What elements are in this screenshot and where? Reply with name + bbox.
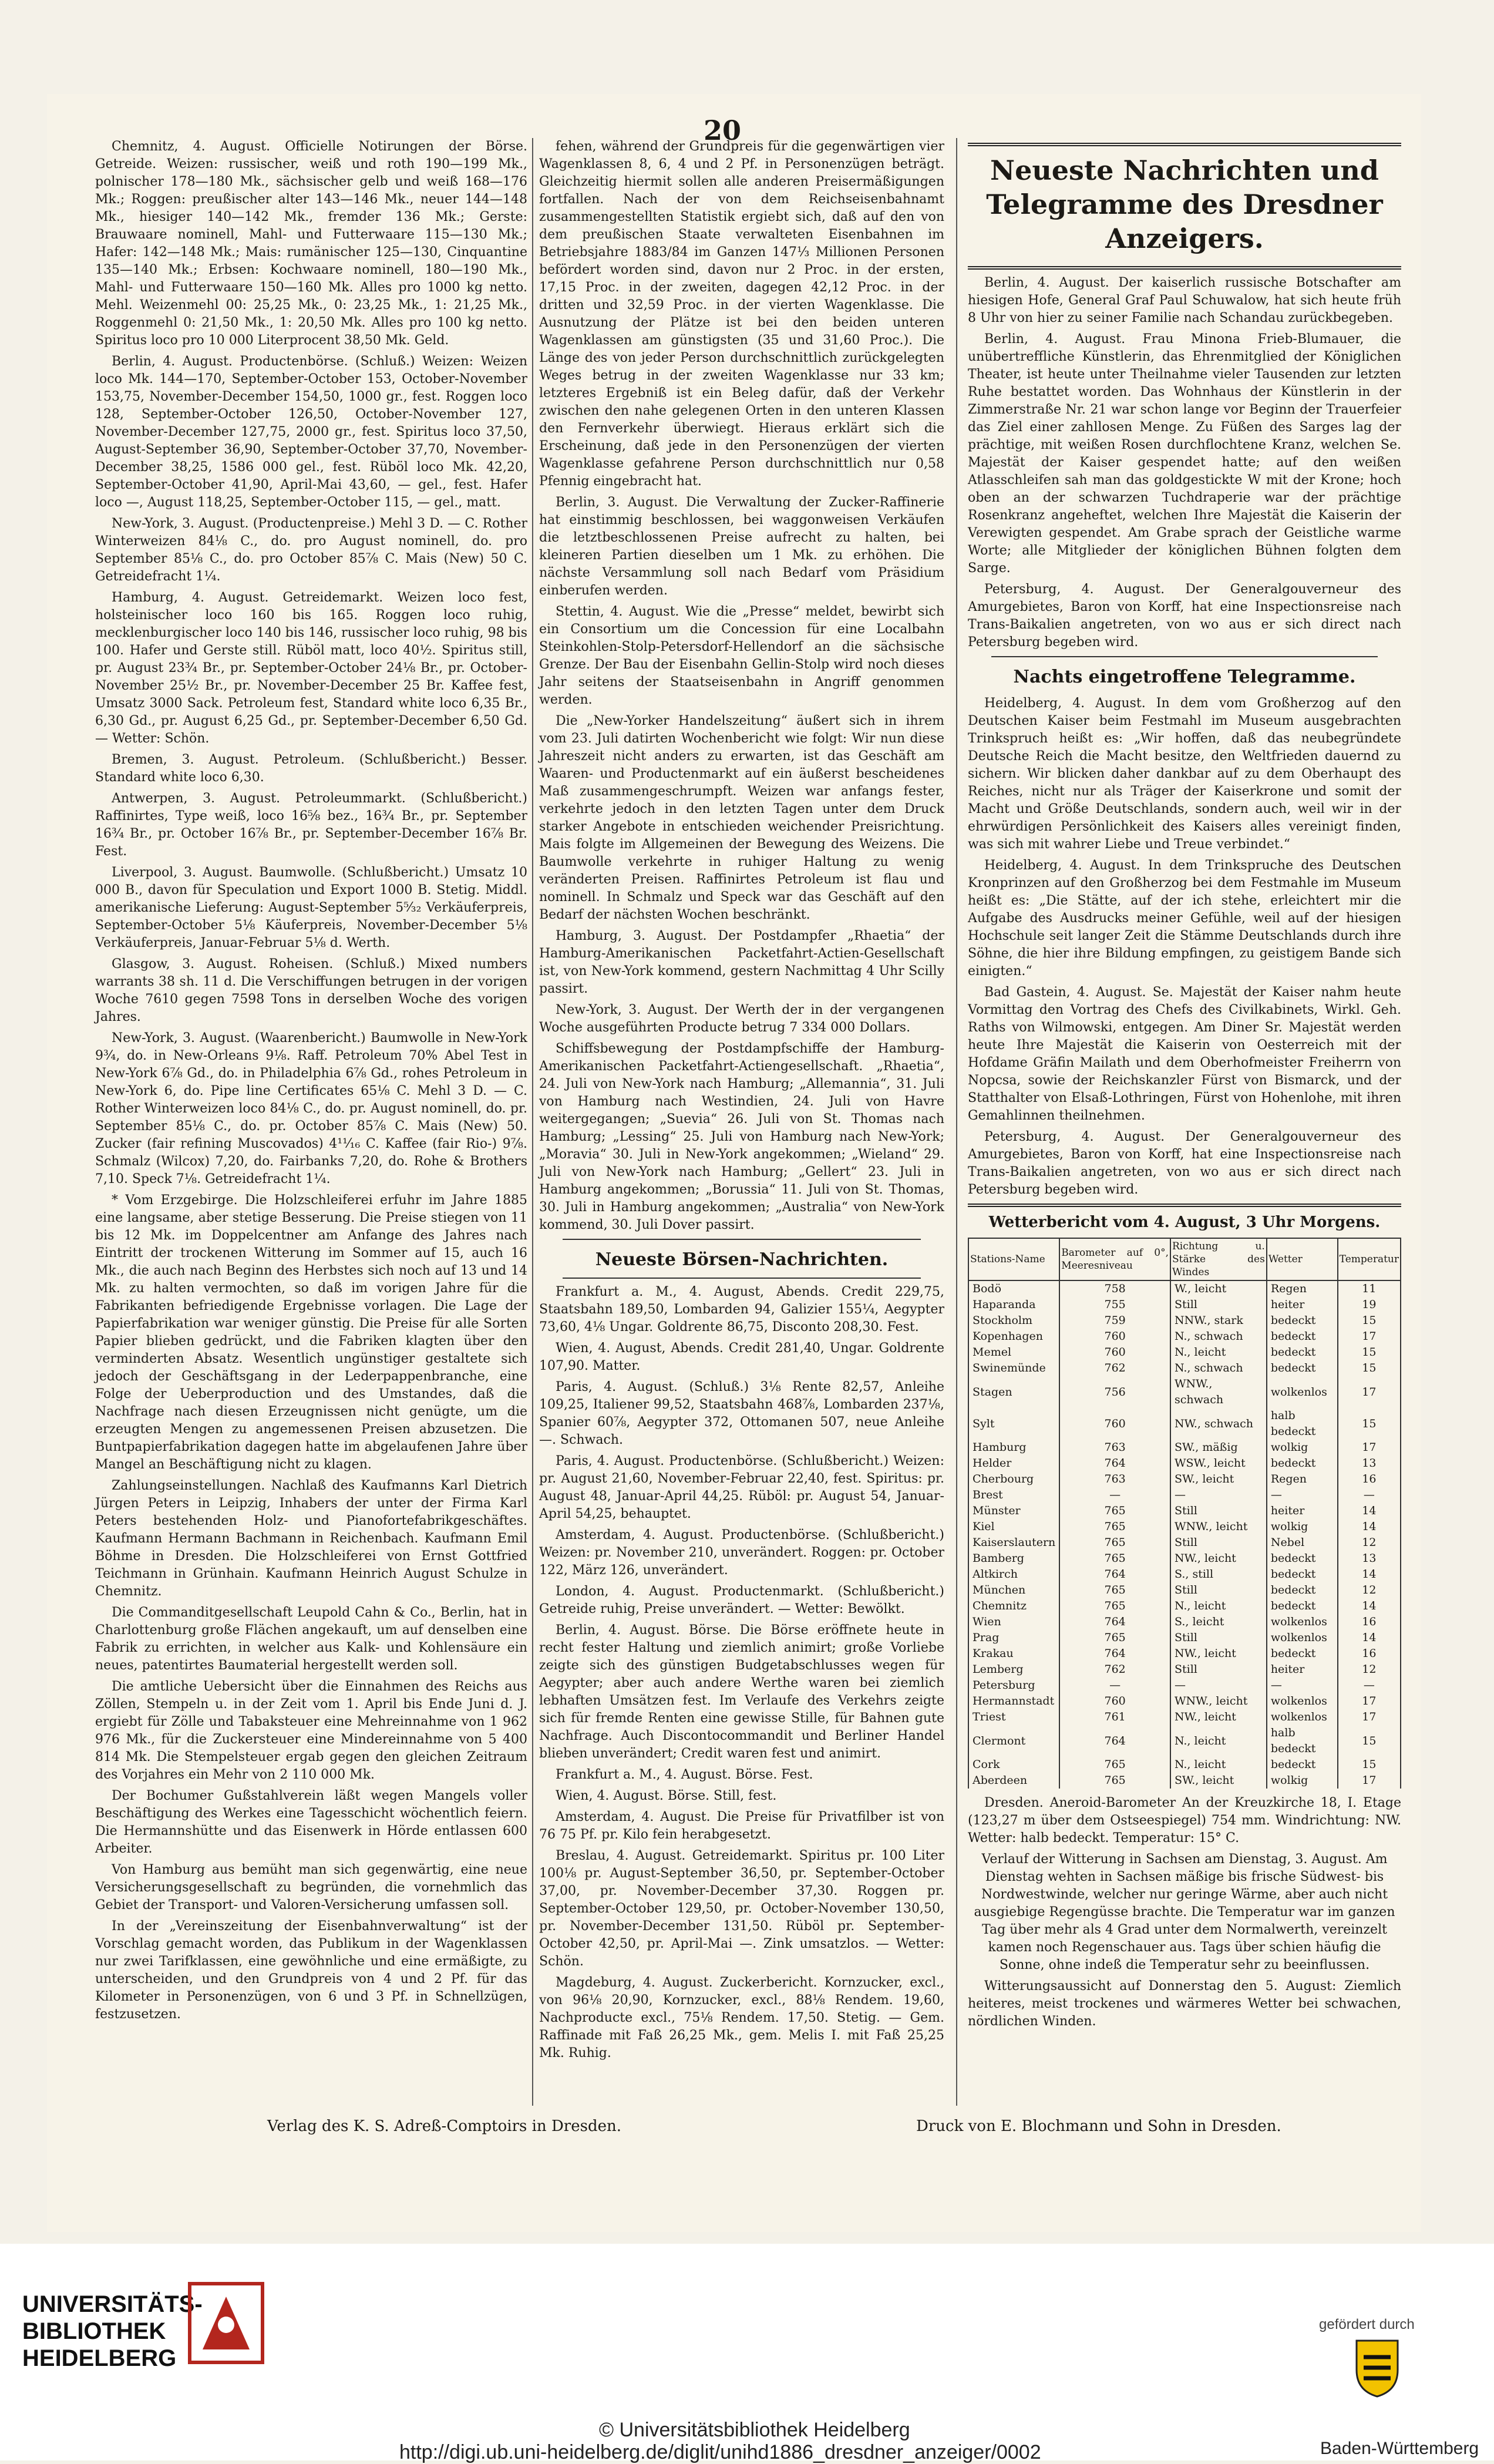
market-report: Frankfurt a. M., 4. August. Börse. Fest.: [556, 1767, 813, 1782]
table-cell: 19: [1338, 1297, 1401, 1313]
article-paragraph: fehen, während der Grundpreis für die gegenwärtigen vier Wagenklassen 8, 6, 4 und 2 Pf. in Personenzügen beträgt. Gleichzeitig hiermit sollen alle anderen Preisermäßigungen fortfallen. Nach der von dem Reichseisenbahnamt zusammengestellten Statistik ergiebt sich, daß auf den von dem preußischen Staate verwalteten Eisenbahnen im Betriebsjahre 1883/84 im Ganzen 147⅓ Millionen Personen befördert worden sind, davon nur 2 Proc. in der ersten, 17,15 Proc. in der zweiten, dagegen 42,12 Proc. in der dritten und 32,59 Proc. in der vierten Wagenklasse. Die Ausnutzung der Plätze ist bei den beiden unteren Wagenklassen am günstigsten (35 und 31,60 Proc.). Die Länge des von jeder Person durchschnittlich zurückgelegten Weges betrug in der zweiten Wagenklasse nur 33 km; letzteres Ergebniß ist ein Beleg dafür, daß der Verkehr zwischen den nahe gelegenen Orten in den unteren Klassen den Fernverkehr überwiegt. Hieraus erklärt sich die Erscheinung, daß jede in den Personenzügen der vierten Wagenklasse gefahrene Person durchschnittlich nur 0,58 Pfennig eingebracht hat.: [539, 139, 944, 489]
column-2: [539, 138, 944, 2066]
column-rule: [532, 138, 533, 2106]
market-report: Liverpool, 3. August. Baumwolle. (Schlußbericht.) Umsatz 10 000 B., davon für Speculation und Export 1000 B. Stetig. Middl. amerikanische Lieferung: August-September 5⁵⁄₃₂ Verkäuferpreis, September-October 5⅛ Käuferpreis, November-December 5⅛ Verkäuferpreis, Januar-Februar 5⅛ d. Werth.: [95, 865, 527, 950]
market-report: Amsterdam, 4. August. Productenbörse. (Schlußbericht.) Weizen: pr. November 210, unverändert. Roggen: pr. October 122, März 126, unverändert.: [539, 1528, 944, 1578]
table-cell: Nebel: [1267, 1535, 1338, 1551]
table-cell: 17: [1338, 1376, 1401, 1408]
market-report: Berlin, 4. August. Börse. Die Börse eröffnete heute in recht fester Haltung und ziemlich animirt; große Vorliebe zeigte sich des günstigen Budgetabschlusses wegen für Aegypter; aber auch andere Werthe waren bei ziemlich lebhaften Umsätzen fest. Im Verlaufe des Verkehrs zeigte sich für fremde Renten eine gewisse Stille, für Bahnen gute Nachfrage. Auch Discontocommandit und Berliner Handel blieben unverändert; Credit waren fest und animirt.: [539, 1623, 944, 1761]
table-cell: bedeckt: [1267, 1360, 1338, 1376]
weather-column-header: Barometer auf 0°, Meeresniveau: [1059, 1238, 1170, 1280]
table-cell: 14: [1338, 1567, 1401, 1582]
table-cell: bedeckt: [1267, 1582, 1338, 1598]
table-cell: halb bedeckt: [1267, 1725, 1338, 1757]
table-cell: SW., leicht: [1170, 1773, 1267, 1789]
table-cell: N., leicht: [1170, 1725, 1267, 1757]
section-divider: [563, 1239, 921, 1240]
table-cell: wolkig: [1267, 1519, 1338, 1535]
table-cell: 12: [1338, 1535, 1401, 1551]
table-row: [968, 1773, 1401, 1789]
market-report: Hamburg, 4. August. Getreidemarkt. Weizen loco fest, holsteinischer loco 160 bis 165. Roggen loco ruhig, mecklenburgischer loco 140 bis 146, russischer loco ruhig, 98 bis 100. Hafer und Gerste still. Rüböl matt, loco 40½. Spiritus still, pr. August 23¾ Br., pr. September-October 24⅛ Br., pr. October-November 25½ Br., pr. November-December 25 Br. Kaffee fest, Umsatz 3000 Sack. Petroleum fest, Standard white loco 6,35 Br., 6,30 Gd., pr. August 6,25 Gd., pr. September-December 6,50 Gd. — Wetter: Schön.: [95, 590, 527, 746]
article-paragraph: Schiffsbewegung der Postdampfschiffe der Hamburg-Amerikanischen Packetfahrt-Actiengesellschaft. „Rhaetia“, 24. Juli von New-York nach Hamburg; „Allemannia“, 31. Juli von Hamburg nach Westindien, 24. Juli von Havre weitergegangen; „Suevia“ 26. Juli von St. Thomas nach Hamburg; „Lessing“ 25. Juli von Hamburg nach New-York; „Moravia“ 30. Juli in New-York angekommen; „Wieland“ 29. Juli von New-York nach Hamburg; „Gellert“ 23. Juli in Hamburg angekommen; „Borussia“ 11. Juli von St. Thomas, 30. Juli in Hamburg angekommen; „Australia“ von New-York kommend, 30. Juli Dover passirt.: [539, 1041, 944, 1232]
table-cell: 13: [1338, 1551, 1401, 1567]
table-cell: Cork: [968, 1757, 1059, 1773]
table-cell: 15: [1338, 1360, 1401, 1376]
table-cell: wolkenlos: [1267, 1630, 1338, 1646]
table-cell: bedeckt: [1267, 1344, 1338, 1360]
table-cell: bedeckt: [1267, 1598, 1338, 1614]
printer-line: Druck von E. Blochmann und Sohn in Dresden.: [916, 2117, 1281, 2135]
table-cell: 764: [1059, 1455, 1170, 1471]
table-cell: Still: [1170, 1297, 1267, 1313]
table-cell: bedeckt: [1267, 1329, 1338, 1344]
table-cell: —: [1267, 1678, 1338, 1693]
article-paragraph: Petersburg, 4. August. Der Generalgouverneur des Amurgebietes, Baron von Korff, hat eine Inspectionsreise nach Trans-Baikalien angetreten, von wo aus er sich direct nach Petersburg begeben wird.: [968, 582, 1401, 650]
table-cell: 765: [1059, 1582, 1170, 1598]
table-row: [968, 1567, 1401, 1582]
table-cell: Chemnitz: [968, 1598, 1059, 1614]
market-report: Frankfurt a. M., 4. August, Abends. Credit 229,75, Staatsbahn 189,50, Lombarden 94, Galizier 155¼, Aegypter 73,60, 4⅛ Ungar. Goldrente 86,75, Disconto 208,30. Fest.: [539, 1285, 944, 1334]
table-cell: 763: [1059, 1440, 1170, 1455]
table-cell: WNW., schwach: [1170, 1376, 1267, 1408]
page-number: 20: [704, 115, 742, 146]
article-paragraph: Der Bochumer Gußstahlverein läßt wegen Mangels voller Beschäftigung des Werkes eine Tagesschicht wöchentlich feiern. Die Hermannshütte und das Eisenwerk in Hörde entlassen 600 Arbeiter.: [95, 1789, 527, 1856]
table-row: [968, 1646, 1401, 1662]
table-row: [968, 1503, 1401, 1519]
table-row: [968, 1329, 1401, 1344]
table-cell: WNW., leicht: [1170, 1693, 1267, 1709]
table-cell: Aberdeen: [968, 1773, 1059, 1789]
table-cell: München: [968, 1582, 1059, 1598]
table-row: [968, 1725, 1401, 1757]
market-report: Magdeburg, 4. August. Zuckerbericht. Kornzucker, excl., von 96⅛ 20,90, Kornzucker, excl., 88⅛ Rendem. 19,60, Nachproducte excl., 75⅛ Rendem. 17,50. Stetig. — Gem. Raffinade mit Faß 26,25 Mk., gem. Melis I. mit Faß 25,25 Mk. Ruhig.: [539, 1975, 944, 2060]
table-cell: N., leicht: [1170, 1598, 1267, 1614]
table-cell: 12: [1338, 1582, 1401, 1598]
weather-table-header: [968, 1238, 1401, 1280]
table-cell: heiter: [1267, 1297, 1338, 1313]
table-cell: 15: [1338, 1408, 1401, 1440]
table-row: [968, 1487, 1401, 1503]
table-cell: N., leicht: [1170, 1344, 1267, 1360]
table-cell: 760: [1059, 1408, 1170, 1440]
table-cell: bedeckt: [1267, 1567, 1338, 1582]
table-cell: Bamberg: [968, 1551, 1059, 1567]
source-url[interactable]: http://digi.ub.uni-heidelberg.de/diglit/unihd1886_dresdner_anzeiger/0002: [399, 2441, 1041, 2463]
table-cell: 765: [1059, 1598, 1170, 1614]
article-paragraph: Die Commanditgesellschaft Leupold Cahn & Co., Berlin, hat in Charlottenburg große Flächen angekauft, um auf denselben eine Fabrik zu errichten, in welcher aus Kalk- und Kohlensäure ein neues, patentirtes Baumaterial hergestellt werden soll.: [95, 1605, 527, 1673]
table-cell: 14: [1338, 1598, 1401, 1614]
weather-table-body: [968, 1280, 1401, 1789]
table-cell: Stockholm: [968, 1313, 1059, 1329]
table-cell: bedeckt: [1267, 1455, 1338, 1471]
table-cell: SW., leicht: [1170, 1471, 1267, 1487]
table-row: [968, 1344, 1401, 1360]
table-cell: S., leicht: [1170, 1614, 1267, 1630]
table-cell: Kaiserslautern: [968, 1535, 1059, 1551]
table-cell: Still: [1170, 1662, 1267, 1678]
table-cell: Helder: [968, 1455, 1059, 1471]
table-cell: wolkenlos: [1267, 1614, 1338, 1630]
table-cell: WNW., leicht: [1170, 1519, 1267, 1535]
article-paragraph: Hamburg, 3. August. Der Postdampfer „Rhaetia“ der Hamburg-Amerikanischen Packetfahrt-Actien-Gesellschaft ist, von New-York kommend, gestern Nachmittag 4 Uhr Scilly passirt.: [539, 929, 944, 996]
table-cell: 755: [1059, 1297, 1170, 1313]
table-cell: 17: [1338, 1709, 1401, 1725]
table-cell: 761: [1059, 1709, 1170, 1725]
table-cell: wolkig: [1267, 1440, 1338, 1455]
table-cell: wolkenlos: [1267, 1709, 1338, 1725]
table-row: [968, 1630, 1401, 1646]
article-paragraph: Berlin, 3. August. Die Verwaltung der Zucker-Raffinerie hat einstimmig beschlossen, bei waggonweisen Verkäufen die letztbeschlossenen Preise aufrecht zu halten, bei kleineren Partien dieselben um 1 Mk. zu erhöhen. Die nächste Versammlung soll nach Bedarf vom Präsidium einberufen werden.: [539, 495, 944, 598]
library-logo-line: BIBLIOTHEK: [22, 2318, 166, 2344]
table-cell: heiter: [1267, 1662, 1338, 1678]
table-cell: WSW., leicht: [1170, 1455, 1267, 1471]
table-cell: Kiel: [968, 1519, 1059, 1535]
table-cell: W., leicht: [1170, 1280, 1267, 1297]
library-logo-line: HEIDELBERG: [22, 2345, 177, 2371]
table-cell: wolkenlos: [1267, 1376, 1338, 1408]
table-cell: —: [1338, 1678, 1401, 1693]
table-cell: N., schwach: [1170, 1360, 1267, 1376]
copyright-text: © Universitätsbibliothek Heidelberg: [599, 2419, 910, 2441]
table-cell: 15: [1338, 1725, 1401, 1757]
table-cell: Krakau: [968, 1646, 1059, 1662]
table-cell: 759: [1059, 1313, 1170, 1329]
weather-table: [968, 1238, 1401, 1789]
table-cell: 765: [1059, 1773, 1170, 1789]
table-cell: SW., mäßig: [1170, 1440, 1267, 1455]
article-paragraph: Dresden. Aneroid-Barometer An der Kreuzkirche 18, I. Etage (123,27 m über dem Ostseespiegel) 754 mm. Windrichtung: NW. Wetter: halb bedeckt. Temperatur: 15° C.: [968, 1796, 1401, 1846]
market-report: Antwerpen, 3. August. Petroleummarkt. (Schlußbericht.) Raffinirtes, Type weiß, loco 16⅝ bez., 16¾ Br., pr. September 16¾ Br., pr. October 16⅞ Br., pr. September-December 16⅞ Br. Fest.: [95, 791, 527, 859]
article-paragraph: Berlin, 4. August. Der kaiserlich russische Botschafter am hiesigen Hofe, General Graf Paul Schuwalow, hat sich heute früh 8 Uhr von hier zu seiner Familie nach Schandau zurückbegeben.: [968, 275, 1401, 325]
table-row: [968, 1678, 1401, 1693]
table-cell: 758: [1059, 1280, 1170, 1297]
table-cell: 16: [1338, 1614, 1401, 1630]
market-report: Wien, 4. August, Abends. Credit 281,40, Ungar. Goldrente 107,90. Matter.: [539, 1341, 944, 1373]
table-cell: bedeckt: [1267, 1757, 1338, 1773]
table-cell: 765: [1059, 1535, 1170, 1551]
table-cell: NW., leicht: [1170, 1646, 1267, 1662]
table-cell: Bodö: [968, 1280, 1059, 1297]
market-report: Paris, 4. August. (Schluß.) 3⅛ Rente 82,57, Anleihe 109,25, Italiener 99,52, Staatsbahn 468⅞, Lombarden 237⅛, Spanier 60⅞, Aegypter 372, Ottomanen 507, neue Anleihe —. Schwach.: [539, 1380, 944, 1447]
table-cell: 14: [1338, 1503, 1401, 1519]
table-cell: Haparanda: [968, 1297, 1059, 1313]
table-cell: heiter: [1267, 1503, 1338, 1519]
table-row: [968, 1280, 1401, 1297]
article-paragraph: Von Hamburg aus bemüht man sich gegenwärtig, eine neue Versicherungsgesellschaft zu begründen, die vornehmlich das Gebiet der Transport- und Valoren-Versicherung umfassen soll.: [95, 1863, 527, 1912]
table-cell: Hermannstadt: [968, 1693, 1059, 1709]
article-paragraph: Petersburg, 4. August. Der Generalgouverneur des Amurgebietes, Baron von Korff, hat eine Inspectionsreise nach Trans-Baikalien angetreten, von wo aus er sich direct nach Petersburg begeben wird.: [968, 1130, 1401, 1197]
market-report: London, 4. August. Productenmarkt. (Schlußbericht.) Getreide ruhig, Preise unverändert. — Wetter: Bewölkt.: [539, 1584, 944, 1616]
table-cell: Still: [1170, 1503, 1267, 1519]
table-cell: Stagen: [968, 1376, 1059, 1408]
table-cell: —: [1338, 1487, 1401, 1503]
table-cell: Prag: [968, 1630, 1059, 1646]
article-paragraph: In der „Vereinszeitung der Eisenbahnverwaltung“ ist der Vorschlag gemacht worden, das Publikum in der Wagenklassen nur zwei Tarifklassen, eine gewöhnliche und eine ermäßigte, zu unterscheiden, und den Grundpreis von 4 und 2 Pf. für das Kilometer in Personenzügen, von 6 und 3 Pf. in Schnellzügen, festzusetzen.: [95, 1919, 527, 2022]
table-cell: Petersburg: [968, 1678, 1059, 1693]
market-report: New-York, 3. August. (Productenpreise.) Mehl 3 D. — C. Rother Winterweizen 84⅛ C., do. pro August nominell, do. pro September 85⅛ C., do. pro October 85⅞ C. Mais (New) 50 C. Getreidefracht 1¼.: [95, 516, 527, 584]
table-cell: 760: [1059, 1344, 1170, 1360]
table-cell: NW., leicht: [1170, 1551, 1267, 1567]
weather-table-title: Wetterbericht vom 4. August, 3 Uhr Morgens.: [988, 1213, 1381, 1231]
table-cell: 765: [1059, 1519, 1170, 1535]
table-cell: bedeckt: [1267, 1646, 1338, 1662]
column-rule: [956, 138, 957, 2106]
table-row: [968, 1757, 1401, 1773]
table-row: [968, 1614, 1401, 1630]
table-cell: 762: [1059, 1360, 1170, 1376]
table-row: [968, 1551, 1401, 1567]
market-report: Berlin, 4. August. Productenbörse. (Schluß.) Weizen: Weizen loco Mk. 144—170, September-October 153, October-November 153,75, November-December 154,50, 1000 gr., fest. Roggen loco 128, September-October 126,50, October-November 127, November-December 127,75, 2000 gr., fest. Spiritus loco 37,50, August-September 36,90, September-October 37,70, November-December 38,25, 1586 000 gel., fest. Rüböl loco Mk. 42,20, September-October 41,90, April-Mai 43,60, — gel., fest. Hafer loco —, August 118,25, September-October 115, — gel., matt.: [95, 354, 527, 510]
column-3: [968, 138, 1401, 2034]
article-paragraph: Die „New-Yorker Handelszeitung“ äußert sich in ihrem vom 23. Juli datirten Wochenbericht wie folgt: Wir nun diese Jahreszeit nicht anders zu erwarten, ist das Geschäft am Waaren- und Productenmarkt auf ein äußerst bescheidenes Maß zusammengeschrumpft. Weizen war anfangs fester, verkehrte jedoch in den letzten Tagen unter dem Druck starker Angebote in entschieden weichender Preisrichtung. Mais folgte im Allgemeinen der Bewegung des Weizens. Die Baumwolle verkehrte in ruhiger Haltung zu wenig veränderten Preisen. Raffinirtes Petroleum ist flau und nominell. In Schmalz und Speck war das Geschäft auf den Bedarf der nächsten Wochen beschränkt.: [539, 714, 944, 922]
table-cell: NW., leicht: [1170, 1709, 1267, 1725]
table-cell: 764: [1059, 1725, 1170, 1757]
table-cell: 11: [1338, 1280, 1401, 1297]
market-report: Glasgow, 3. August. Roheisen. (Schluß.) Mixed numbers warrants 38 sh. 11 d. Die Verschiffungen betrugen in der vorigen Woche 7610 gegen 7598 Tons in derselben Woche des vorigen Jahres.: [95, 957, 527, 1024]
table-cell: —: [1170, 1678, 1267, 1693]
state-crest-icon: [1351, 2335, 1404, 2399]
table-row: [968, 1709, 1401, 1725]
library-emblem-icon: [185, 2279, 267, 2367]
section-divider: [563, 1278, 921, 1279]
section-heading: Neueste Börsen-Nachrichten.: [595, 1249, 889, 1270]
table-cell: wolkig: [1267, 1773, 1338, 1789]
market-report: New-York, 3. August. (Waarenbericht.) Baumwolle in New-York 9¾, do. in New-Orleans 9⅛. Raff. Petroleum 70% Abel Test in New-York 6⅞ Gd., do. in Philadelphia 6⅞ Gd., rohes Petroleum in New-York 6, do. Pipe line Certificates 65⅛ C. Mehl 3 D. — C. Rother Winterweizen loco 84⅛ C., do. pr. August nominell, do. pr. September 85⅛ C., do. pr. October 85⅞ C. Mais (New) 50. Zucker (fair refining Muscovados) 4¹¹⁄₁₆ C. Kaffee (fair Rio-) 9⅞. Schmalz (Wilcox) 7,20, do. Fairbanks 7,20, do. Rohe & Brothers 7,10. Speck 7⅛. Getreidefracht 1¼.: [95, 1031, 527, 1186]
table-cell: Clermont: [968, 1725, 1059, 1757]
table-cell: 16: [1338, 1646, 1401, 1662]
table-cell: Lemberg: [968, 1662, 1059, 1678]
table-cell: NNW., stark: [1170, 1313, 1267, 1329]
state-name: Baden-Württemberg: [1320, 2439, 1479, 2458]
article-paragraph: Verlauf der Witterung in Sachsen am Dienstag, 3. August. Am Dienstag wehten in Sachsen mäßige bis frische Südwest- bis Nordwestwinde, welcher nur geringe Wärme, aber auch nicht ausgiebige Regengüsse brachte. Die Temperatur war im ganzen Tag über mehr als 4 Grad unter dem Normalwerth, vereinzelt kamen noch Regenschauer aus. Tags über schien häufig die Sonne, ohne indeß die Temperatur sehr zu beeinflussen.: [974, 1852, 1395, 1972]
table-cell: 760: [1059, 1693, 1170, 1709]
article-paragraph: Stettin, 4. August. Wie die „Presse“ meldet, bewirbt sich ein Consortium um die Concession für eine Localbahn Steinkohlen-Stolp-Petersdorf-Hellendorf an die sächsische Grenze. Der Bau der Eisenbahn Gellin-Stolp wird noch dieses Jahr seitens der Staatseisenbahn in Angriff genommen werden.: [539, 604, 944, 707]
section-heading: Nachts eingetroffene Telegramme.: [1013, 667, 1356, 687]
market-report: Breslau, 4. August. Getreidemarkt. Spiritus pr. 100 Liter 100⅛ pr. August-September 36,50, pr. September-October 37,00, pr. November-December 37,30. Roggen pr. September-October 129,50, pr. October-November 130,50, pr. November-December 131,50. Rüböl pr. September-October 42,50, pr. April-Mai —. Zink umsatzlos. — Wetter: Schön.: [539, 1848, 944, 1969]
table-cell: —: [1267, 1487, 1338, 1503]
table-row: [968, 1360, 1401, 1376]
table-cell: bedeckt: [1267, 1551, 1338, 1567]
table-cell: 763: [1059, 1471, 1170, 1487]
library-logo[interactable]: [22, 2291, 203, 2372]
table-cell: —: [1059, 1487, 1170, 1503]
table-cell: 765: [1059, 1503, 1170, 1519]
market-report: Bremen, 3. August. Petroleum. (Schlußbericht.) Besser. Standard white loco 6,30.: [95, 752, 527, 785]
table-cell: Memel: [968, 1344, 1059, 1360]
table-cell: N., schwach: [1170, 1329, 1267, 1344]
table-cell: 17: [1338, 1693, 1401, 1709]
weather-column-header: Wetter: [1267, 1238, 1338, 1280]
table-cell: 764: [1059, 1567, 1170, 1582]
table-cell: 12: [1338, 1662, 1401, 1678]
main-heading: Neueste Nachrichten und Telegramme des Dresdner Anzeigers.: [986, 154, 1383, 254]
market-report: Paris, 4. August. Productenbörse. (Schlußbericht.) Weizen: pr. August 21,60, November-Februar 22,40, fest. Spiritus: pr. August 48, Januar-April 44,25. Rüböl: pr. August 54, Januar-April 54,25, behauptet.: [539, 1454, 944, 1521]
table-cell: Regen: [1267, 1471, 1338, 1487]
table-cell: Sylt: [968, 1408, 1059, 1440]
section-divider: [991, 656, 1378, 657]
table-cell: bedeckt: [1267, 1313, 1338, 1329]
weather-column-header: Temperatur: [1338, 1238, 1401, 1280]
section-divider: [968, 266, 1401, 270]
table-row: [968, 1455, 1401, 1471]
table-cell: Kopenhagen: [968, 1329, 1059, 1344]
table-cell: 15: [1338, 1757, 1401, 1773]
table-row: [968, 1376, 1401, 1408]
table-cell: 764: [1059, 1646, 1170, 1662]
table-cell: 756: [1059, 1376, 1170, 1408]
section-divider: [968, 143, 1401, 146]
table-row: [968, 1471, 1401, 1487]
table-cell: 17: [1338, 1773, 1401, 1789]
article-paragraph: Witterungsaussicht auf Donnerstag den 5. August: Ziemlich heiteres, meist trockenes und wärmeres Wetter bei schwachen, nördlichen Winden.: [968, 1979, 1401, 2029]
table-row: [968, 1440, 1401, 1455]
table-cell: N., leicht: [1170, 1757, 1267, 1773]
table-cell: 16: [1338, 1471, 1401, 1487]
weather-column-header: Stations-Name: [968, 1238, 1059, 1280]
table-cell: 14: [1338, 1519, 1401, 1535]
article-paragraph: Heidelberg, 4. August. In dem Trinkspruche des Deutschen Kronprinzen auf den Großherzog bei dem Festmahle im Museum heißt es: „Die Stätte, auf der ich stehe, erleichtert mir die Aufgabe des Ausdrucks meiner Gefühle, weil auf der hiesigen Hochschule seit langer Zeit die Stämme Deutschlands durch ihre Söhne, die hier ihre Bildung empfingen, zu geistigem Bande sich einigten.“: [968, 858, 1401, 979]
article-paragraph: Bad Gastein, 4. August. Se. Majestät der Kaiser nahm heute Vormittag den Vortrag des Chefs des Civilkabinets, Wirkl. Geh. Raths von Wilmowski, entgegen. Am Diner Sr. Majestät werden heute Ihre Majestät die Kaiserin von Oesterreich mit der Hofdame Gräfin Mailath und dem Oberhofmeister Freiherrn von Nopcsa, sowie der Reichskanzler Fürst von Bismarck, und der Statthalter von Elsaß-Lothringen, Fürst von Hohenlohe, mit ihren Gemahlinnen theilnehmen.: [968, 985, 1401, 1123]
table-cell: 760: [1059, 1329, 1170, 1344]
table-cell: S., still: [1170, 1567, 1267, 1582]
table-row: [968, 1598, 1401, 1614]
article-paragraph: Berlin, 4. August. Frau Minona Frieb-Blumauer, die unübertreffliche Künstlerin, das Ehrenmitglied der Königlichen Theater, ist heute unter Theilnahme vieler Tausenden zur letzten Ruhe bestattet worden. Das Wohnhaus der Künstlerin in der Zimmerstraße Nr. 21 war schon lange vor Beginn der Trauerfeier das Ziel einer zahllosen Menge. Zu Füßen des Sarges lag der prächtige, mit weißen Rosen durchflochtene Kranz, welchen Se. Majestät der Kaiser gespendet hatte; auf den weißen Atlasschleifen sah man das goldgestickte W mit der Krone; hoch oben an der schwarzen Tuchdraperie war der prächtige Rosenkranz angeheftet, welchen Ihre Majestät die Kaiserin der Verewigten gespendet. Am Grabe sprach der Geistliche warme Worte; alle Mitglieder der königlichen Bühnen folgten dem Sarge.: [968, 332, 1401, 576]
table-row: [968, 1662, 1401, 1678]
table-row: [968, 1582, 1401, 1598]
table-cell: Wien: [968, 1614, 1059, 1630]
table-cell: Hamburg: [968, 1440, 1059, 1455]
market-report: Amsterdam, 4. August. Die Preise für Privatfilber ist von 76 75 Pf. pr. Kilo fein herabgesetzt.: [539, 1810, 944, 1842]
table-cell: 765: [1059, 1630, 1170, 1646]
table-cell: 15: [1338, 1313, 1401, 1329]
table-cell: wolkenlos: [1267, 1693, 1338, 1709]
table-cell: Swinemünde: [968, 1360, 1059, 1376]
table-cell: 762: [1059, 1662, 1170, 1678]
table-cell: 15: [1338, 1344, 1401, 1360]
article-paragraph: Heidelberg, 4. August. In dem vom Großherzog auf den Deutschen Kaiser beim Festmahl im Museum ausgebrachten Trinkspruch heißt es: „Wir hoffen, daß das neubegründete Deutsche Reich die Macht besitze, den Weltfrieden dauernd zu sichern. Wir blicken daher dankbar auf zu dem Oberhaupt des Reiches, nicht nur als Träger der Kaiserkrone und somit der Macht und Größe Deutschlands, sondern auch, weil wir in der ehrwürdigen Persönlichkeit des Kaisers alles vereinigt finden, was sich mit wahrer Liebe und Treue verbindet.“: [968, 696, 1401, 852]
table-cell: halb bedeckt: [1267, 1408, 1338, 1440]
table-cell: 14: [1338, 1630, 1401, 1646]
funding-label: gefördert durch: [1319, 2317, 1415, 2332]
publisher-line: Verlag des K. S. Adreß-Comptoirs in Dresden.: [267, 2117, 621, 2135]
article-paragraph: Zahlungseinstellungen. Nachlaß des Kaufmanns Karl Dietrich Jürgen Peters in Leipzig, Inhabers der unter der Firma Karl Peters bestehenden Holz- und Pianofortefabrikgeschäftes. Kaufmann Hermann Bachmann in Reichenbach. Kaufmann Emil Böhme in Dresden. Die Holzschleiferei von Ernst Gottfried Teichmann in Grünhain. Kaufmann Heinrich August Schulze in Chemnitz.: [95, 1478, 527, 1599]
table-cell: Cherbourg: [968, 1471, 1059, 1487]
market-report: Wien, 4. August. Börse. Still, fest.: [556, 1789, 777, 1803]
table-cell: Triest: [968, 1709, 1059, 1725]
table-row: [968, 1297, 1401, 1313]
market-report: Chemnitz, 4. August. Officielle Notirungen der Börse. Getreide. Weizen: russischer, weiß und roth 190—199 Mk., polnischer 178—180 Mk., sächsischer gelb und weiß 168—176 Mk.; Roggen: preußischer alter 143—146 Mk., neuer 144—148 Mk., hiesiger 140—142 Mk., fremder 136 Mk.; Gerste: Brauwaare nominell, Mahl- und Futterwaare 115—130 Mk.; Hafer: 142—148 Mk.; Mais: rumänischer 125—130, Cinquantine 135—140 Mk.; Erbsen: Kochwaare nominell, 180—190 Mk., Mahl- und Futterwaare 150—160 Mk. Alles pro 1000 kg netto. Mehl. Weizenmehl 00: 25,25 Mk., 0: 23,25 Mk., 1: 21,25 Mk., Roggenmehl 0: 21,50 Mk., 1: 20,50 Mk. Alles pro 100 kg netto. Spiritus loco pro 10 000 Literprocent 38,50 Mk. Geld.: [95, 139, 527, 348]
article-paragraph: * Vom Erzgebirge. Die Holzschleiferei erfuhr im Jahre 1885 eine langsame, aber stetige Besserung. Die Preise stiegen von 11 bis 12 Mk. im Doppelcentner am Anfange des Jahres nach Eintritt der trockenen Witterung im Sommer auf 15, auch 16 Mk., die auch nach Beginn des Herbstes sich noch auf 13 und 14 Mk. zu halten vermochten, so daß im vorigen Jahre für die Fabrikanten befriedigende Ergebnisse vorlagen. Die Lage der Papierfabrikation war weniger günstig. Die Preise für alle Sorten Papier blieben gedrückt, und die Fabriken klagten über den verminderten Absatz. Wesentlich ungünstiger gestaltete sich jedoch der Geschäftsgang in der Lederpappenbranche, eine Folge der Ueberproduction und des Umstandes, daß die Nachfrage nach diesen Erzeugnissen nicht genügte, um die erzeugten Mengen zu angemessenen Preisen abzusetzen. Die Buntpapierfabrikation dagegen hatte im abgelaufenen Jahre über Mangel an Beschäftigung nicht zu klagen.: [95, 1193, 527, 1472]
table-cell: Still: [1170, 1582, 1267, 1598]
table-cell: 765: [1059, 1757, 1170, 1773]
section-divider: [968, 1204, 1401, 1207]
table-cell: Regen: [1267, 1280, 1338, 1297]
table-cell: Münster: [968, 1503, 1059, 1519]
table-cell: Brest: [968, 1487, 1059, 1503]
table-row: [968, 1519, 1401, 1535]
table-cell: 17: [1338, 1440, 1401, 1455]
table-cell: 13: [1338, 1455, 1401, 1471]
table-cell: 764: [1059, 1614, 1170, 1630]
table-cell: NW., schwach: [1170, 1408, 1267, 1440]
table-cell: —: [1170, 1487, 1267, 1503]
table-cell: —: [1059, 1678, 1170, 1693]
article-paragraph: Die amtliche Uebersicht über die Einnahmen des Reichs aus Zöllen, Stempeln u. in der Zeit vom 1. April bis Ende Juni d. J. ergiebt für Zölle und Tabaksteuer eine Mehreinnahme von 1 962 976 Mk., für die Zuckersteuer eine Mindereinnahme von 5 400 814 Mk. Die Stempelsteuer ergab gegen den gleichen Zeitraum des Vorjahres ein Mehr von 2 110 000 Mk.: [95, 1679, 527, 1782]
table-cell: Altkirch: [968, 1567, 1059, 1582]
table-row: [968, 1408, 1401, 1440]
table-cell: 17: [1338, 1329, 1401, 1344]
table-row: [968, 1693, 1401, 1709]
table-cell: 765: [1059, 1551, 1170, 1567]
table-cell: Still: [1170, 1630, 1267, 1646]
table-row: [968, 1535, 1401, 1551]
table-cell: Still: [1170, 1535, 1267, 1551]
weather-column-header: Richtung u. Stärke des Windes: [1170, 1238, 1267, 1280]
table-row: [968, 1313, 1401, 1329]
column-1: [95, 138, 527, 2027]
article-paragraph: New-York, 3. August. Der Werth der in der vergangenen Woche ausgeführten Producte betrug 7 334 000 Dollars.: [539, 1003, 944, 1035]
library-logo-line: UNIVERSITÄTS-: [22, 2291, 203, 2317]
